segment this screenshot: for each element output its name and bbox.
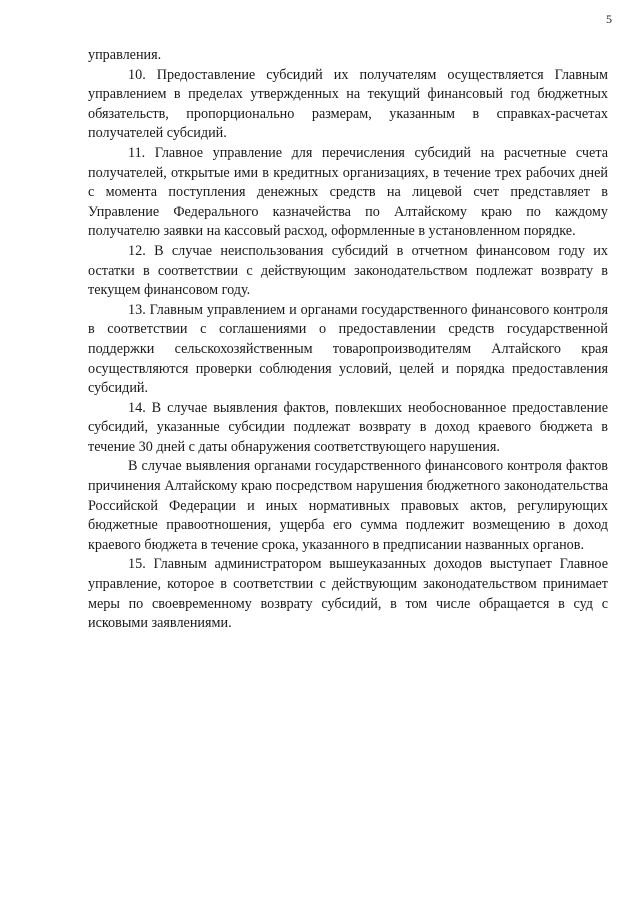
paragraph-item-11: 11. Главное управление для перечисления субсидий на расчетные счета получателей, открытые ими в кредитных организациях, в течение трех рабочих дней с момента поступления денежных средств на лицевой счет представляет в Управление Федерального казначейства по Алтайскому краю по каждому получателю заявки на кассовый расход, оформленные в установленном порядке. xyxy=(88,144,608,240)
document-body xyxy=(88,46,608,634)
paragraph-item-15: 15. Главным администратором вышеуказанных доходов выступает Главное управление, которое в соответствии с действующим законодательством принимает меры по своевременному возврату субсидий, в том числе обращается в суд с исковыми заявлениями. xyxy=(88,556,608,632)
paragraph-item-13: 13. Главным управлением и органами государственного финансового контроля в соответствии с соглашениями о предоставлении средств государственной поддержки сельскохозяйственным товаропроизводителям Алтайского края осуществляются проверки соблюдения условий, целей и порядка предоставления субсидий. xyxy=(88,301,608,397)
paragraph-item-10: 10. Предоставление субсидий их получателям осуществляется Главным управлением в пределах утвержденных на текущий финансовый год бюджетных обязательств, пропорционально размерам, указанным в справках-расчетах получателей субсидий. xyxy=(88,66,608,142)
paragraph-item-14-continued: В случае выявления органами государственного финансового контроля фактов причинения Алтайскому краю посредством нарушения бюджетного законодательства Российской Федерации и иных нормативных правовых актов, регулирующих бюджетные правоотношения, ущерба его сумма подлежит возмещению в доход краевого бюджета в течение срока, указанного в предписании названных органов. xyxy=(88,458,608,553)
paragraph-item-14: 14. В случае выявления фактов, повлекших необоснованное предоставление субсидий, указанные субсидии подлежат возврату в доход краевого бюджета в течение 30 дней с даты обнаружения соответствующего нарушения. xyxy=(88,399,608,455)
paragraph-continuation: управления. xyxy=(88,47,162,63)
paragraph-item-12: 12. В случае неиспользования субсидий в отчетном финансовом году их остатки в соответствии с действующим законодательством подлежат возврату в текущем финансовом году. xyxy=(88,242,608,299)
page-number: 5 xyxy=(606,12,612,26)
